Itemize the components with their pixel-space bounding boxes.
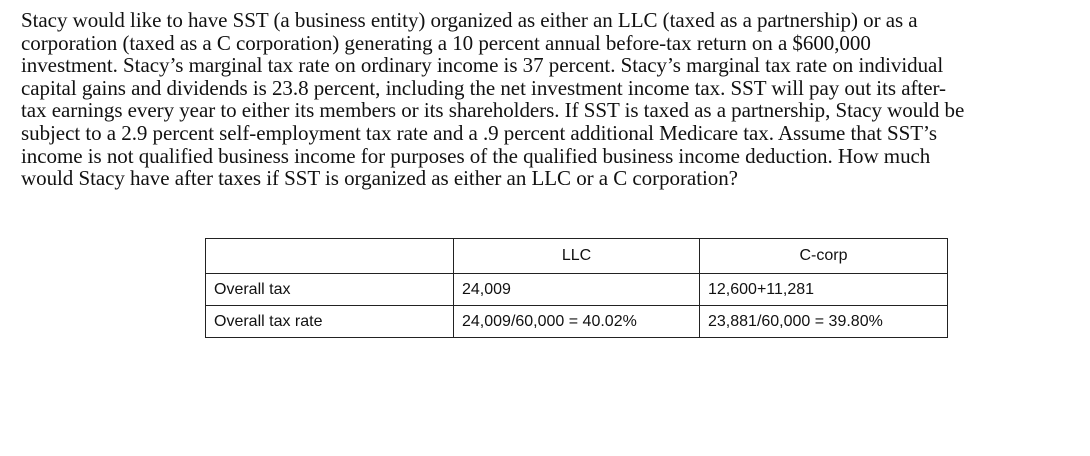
question-line: capital gains and dividends is 23.8 percent, including the net investment income tax. SST will pay out its after- xyxy=(21,75,946,100)
ccorp-value-cell: 12,600+11,281 xyxy=(700,274,948,306)
header-cell-ccorp: C-corp xyxy=(700,239,948,274)
ccorp-value-cell: 23,881/60,000 = 39.80% xyxy=(700,306,948,338)
question-line: Stacy would like to have SST (a business entity) organized as either an LLC (taxed as a partnership) or as a xyxy=(21,8,918,32)
question-line: corporation (taxed as a C corporation) generating a 10 percent annual before-tax return on a $600,000 xyxy=(21,30,871,55)
header-cell-blank xyxy=(206,239,454,274)
table-row xyxy=(206,306,948,338)
question-line: would Stacy have after taxes if SST is organized as either an LLC or a C corporation? xyxy=(21,166,738,191)
question-line: investment. Stacy’s marginal tax rate on ordinary income is 37 percent. Stacy’s marginal tax rate on individual xyxy=(21,53,944,78)
question-text xyxy=(21,9,1081,190)
question-line: subject to a 2.9 percent self-employment tax rate and a .9 percent additional Medicare tax. Assume that SST’s xyxy=(21,120,937,145)
tax-comparison-table xyxy=(205,238,948,338)
header-cell-llc: LLC xyxy=(454,239,700,274)
table-header-row xyxy=(206,239,948,274)
question-line: tax earnings every year to either its members or its shareholders. If SST is taxed as a partnership, Stacy would be xyxy=(21,98,965,123)
llc-value-cell: 24,009 xyxy=(454,274,700,306)
row-label-cell: Overall tax rate xyxy=(206,306,454,338)
llc-value-cell: 24,009/60,000 = 40.02% xyxy=(454,306,700,338)
question-line: income is not qualified business income for purposes of the qualified business income deduction. How much xyxy=(21,143,931,168)
row-label-cell: Overall tax xyxy=(206,274,454,306)
table-row xyxy=(206,274,948,306)
